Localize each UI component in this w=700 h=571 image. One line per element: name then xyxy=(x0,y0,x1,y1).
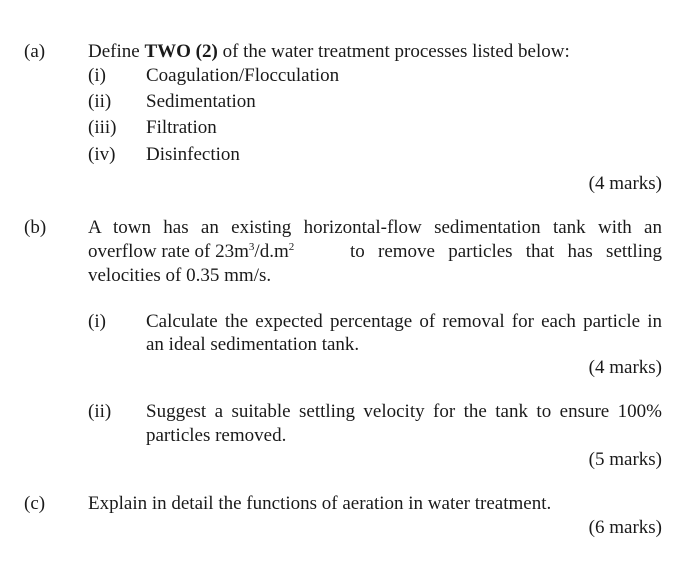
part-b-sub-ii-marks: (5 marks) xyxy=(588,449,662,470)
part-a-item-text: Sedimentation xyxy=(146,91,256,112)
part-a-item-num: (iii) xyxy=(88,117,117,138)
part-a-item-text: Disinfection xyxy=(146,144,240,165)
part-b-sub-ii-line2: particles removed. xyxy=(146,425,287,446)
part-c-text: Explain in detail the functions of aeration in water treatment. xyxy=(88,493,552,514)
part-c-marks: (6 marks) xyxy=(588,517,662,538)
part-b-sub-ii-num: (ii) xyxy=(88,401,112,422)
part-a-item-num: (iv) xyxy=(88,144,116,165)
part-a-item-text: Coagulation/Flocculation xyxy=(146,65,340,86)
part-b-line2-right: to remove particles that has settling xyxy=(350,241,662,262)
part-a-prompt: Define TWO (2) of the water treatment processes listed below: xyxy=(88,41,570,62)
part-a-item-text: Filtration xyxy=(146,117,217,138)
part-a-item-num: (ii) xyxy=(88,91,112,112)
part-b-sub-i-line2: an ideal sedimentation tank. xyxy=(146,334,360,355)
part-b-line1: A town has an existing horizontal-flow sedimentation tank with an xyxy=(88,217,662,238)
part-a-item-num: (i) xyxy=(88,65,106,86)
part-c-label: (c) xyxy=(24,493,46,514)
part-b-sub-i-num: (i) xyxy=(88,311,106,332)
part-a-marks: (4 marks) xyxy=(588,173,662,194)
part-b-sub-i-marks: (4 marks) xyxy=(588,357,662,378)
part-b-line2-left: overflow rate of $23m^3/d.m^2$ xyxy=(88,241,295,262)
part-b-label: (b) xyxy=(24,217,47,238)
part-b-sub-i-line1: Calculate the expected percentage of removal for each particle in xyxy=(146,311,662,332)
part-a-label: (a) xyxy=(24,41,46,62)
part-b-line3: velocities of 0.35 mm/s. xyxy=(88,265,272,286)
part-b-sub-ii-line1: Suggest a suitable settling velocity for the tank to ensure 100% xyxy=(146,401,662,422)
